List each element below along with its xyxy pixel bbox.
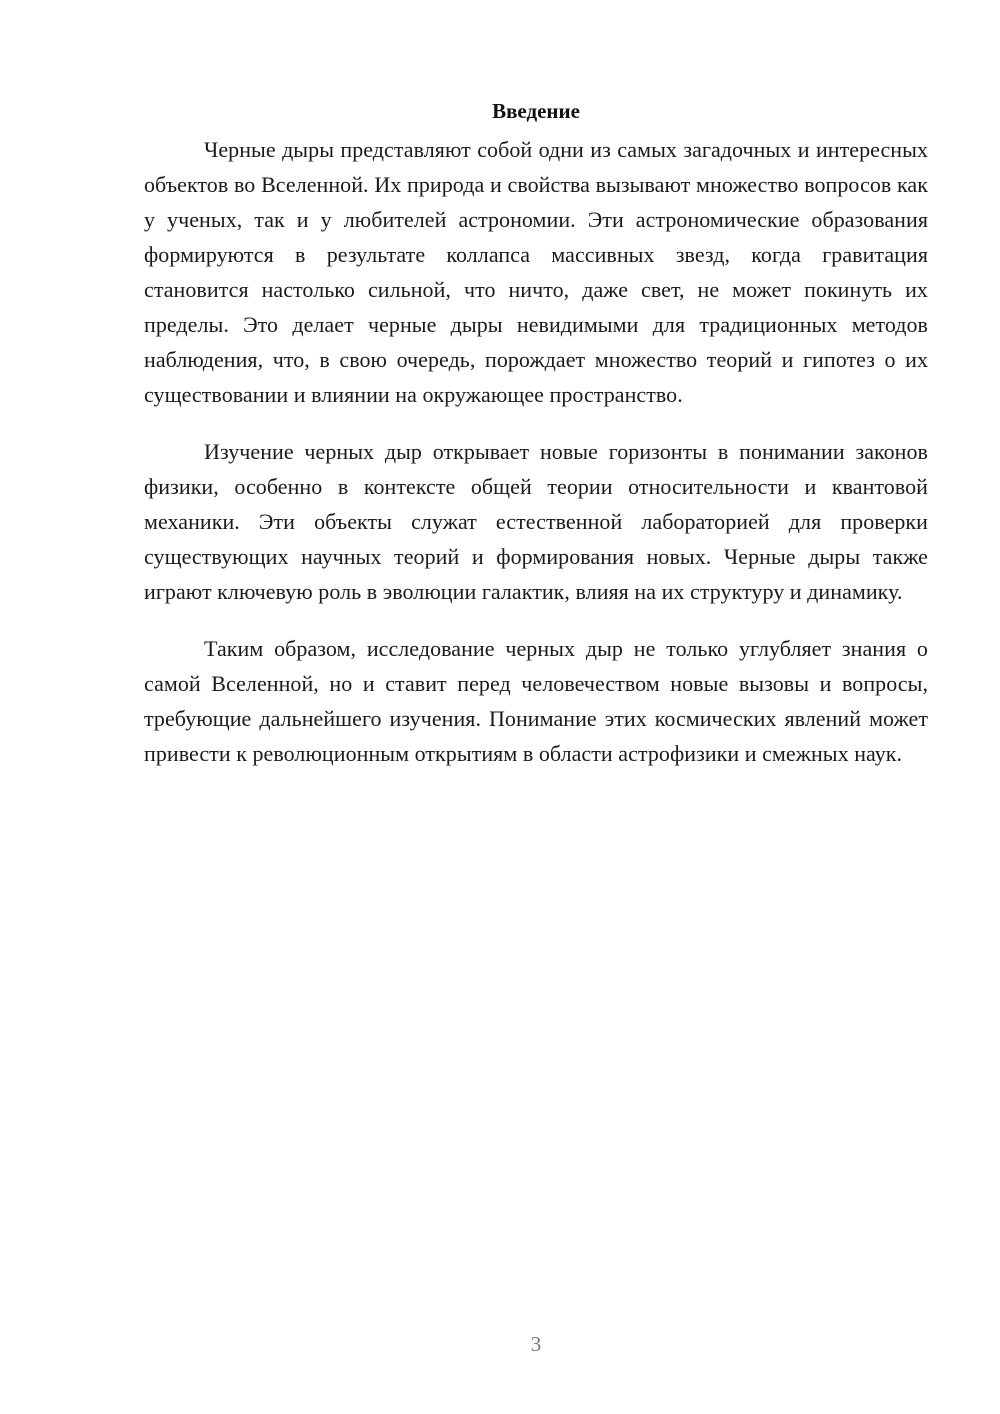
section-title: Введение: [492, 99, 580, 123]
page-number: 3: [530, 1332, 542, 1356]
paragraph-3: Таким образом, исследование черных дыр не только углубляет знания о самой Вселенной, но и ставит перед человечеством новые вызовы и вопросы, требующие дальнейшего изучения. Понимание этих космических явлений может привести к революционным открытиям в области астрофизики и смежных наук.: [144, 636, 928, 766]
paragraph-2: Изучение черных дыр открывает новые горизонты в понимании законов физики, особенно в контексте общей теории относительности и квантовой механики. Эти объекты служат естественной лабораторией для проверки существующих научных теорий и формирования новых. Черные дыры также играют ключевую роль в эволюции галактик, влияя на их структуру и динамику.: [144, 439, 928, 604]
paragraph-1: Черные дыры представляют собой одни из самых загадочных и интересных объектов во Вселенной. Их природа и свойства вызывают множество вопросов как у ученых, так и у любителей астрономии. Эти астрономические образования формируются в результате коллапса массивных звезд, когда гравитация становится настолько сильной, что ничто, даже свет, не может покинуть их пределы. Это делает черные дыры невидимыми для традиционных методов наблюдения, что, в свою очередь, порождает множество теорий и гипотез о их существовании и влиянии на окружающее пространство.: [144, 137, 928, 407]
page-content: [144, 96, 928, 793]
